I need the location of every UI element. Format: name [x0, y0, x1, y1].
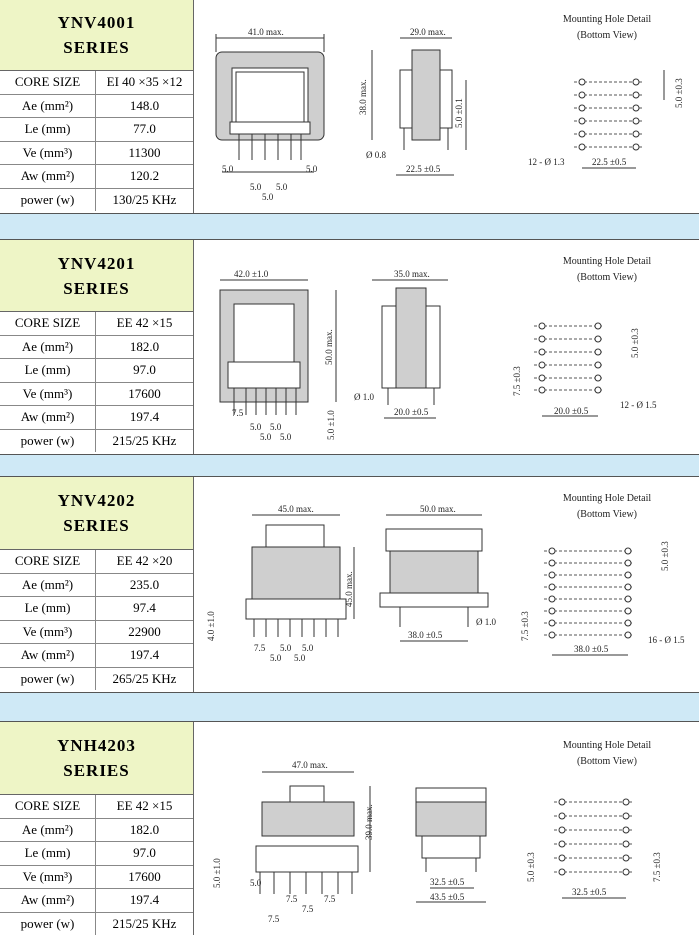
mh-span: 20.0 ±0.5: [554, 406, 589, 416]
dim-pitch: 7.5: [268, 914, 280, 924]
series-word: SERIES: [63, 761, 130, 780]
spec-value: 215/25 KHz: [112, 432, 177, 448]
dim-pitch: 7.5: [302, 904, 314, 914]
table-row: [0, 912, 193, 935]
spec-key: Aw (mm²): [0, 406, 96, 430]
dim-pitch: 5.0: [280, 643, 292, 653]
dim-height: 50.0 max.: [324, 329, 334, 365]
dim-hole: Ø 1.0: [354, 392, 374, 402]
mounting-hole-title: Mounting Hole Detail: [562, 740, 652, 751]
dim-pitch: 5.0: [302, 643, 314, 653]
dim-height: 38.0 max.: [358, 79, 368, 115]
series-block-ynh4203: [0, 721, 699, 935]
mounting-hole-caption: [542, 12, 672, 44]
series-word: SERIES: [63, 38, 130, 57]
mounting-hole-subtitle: (Bottom View): [576, 272, 638, 283]
spec-value: 11300: [96, 141, 194, 165]
mounting-hole-title: Mounting Hole Detail: [562, 14, 652, 25]
dim-hole: Ø 1.0: [476, 617, 496, 627]
series-header: [0, 0, 193, 71]
spec-rows: [0, 71, 193, 211]
table-row: [0, 406, 193, 430]
table-row: [0, 573, 193, 597]
dim-height: 45.0 max.: [344, 571, 354, 607]
spec-key: CORE SIZE: [0, 71, 96, 94]
spec-rows: [0, 550, 193, 690]
spec-key: Ve (mm³): [0, 620, 96, 644]
spec-key: Ae (mm²): [0, 335, 96, 359]
table-row: [0, 312, 193, 335]
dim-pitch: 5.0: [306, 164, 318, 174]
technical-drawing: [194, 722, 699, 935]
mounting-hole-subtitle: (Bottom View): [576, 30, 638, 41]
spec-value: 197.4: [96, 406, 194, 430]
dim-pitch: 5.0: [294, 653, 306, 663]
spec-value: EE 42 ×20: [96, 550, 194, 573]
spec-table: [0, 0, 194, 213]
mh-span: 22.5 ±0.5: [592, 157, 627, 167]
spec-table: [0, 477, 194, 692]
separator-band: [0, 212, 699, 239]
spec-value: 182.0: [96, 818, 194, 842]
mounting-hole-caption: [542, 491, 672, 523]
dim-width: 41.0 max.: [248, 27, 284, 37]
spec-key: Ve (mm³): [0, 141, 96, 165]
dim-span: 38.0 ±0.5: [408, 630, 443, 640]
dim-pitch: 5.0: [250, 878, 262, 888]
table-row: [0, 620, 193, 644]
table-row: [0, 597, 193, 621]
table-row: [0, 644, 193, 668]
dim-pitch: 5.0: [250, 182, 262, 192]
series-header: [0, 722, 193, 795]
table-row: [0, 550, 193, 573]
table-row: [0, 429, 193, 452]
table-row: [0, 94, 193, 118]
spec-table: [0, 722, 194, 935]
separator-band: [0, 453, 699, 476]
dim-pitch: 5.0: [250, 422, 262, 432]
dim-width: 42.0 ±1.0: [234, 269, 269, 279]
table-row: [0, 165, 193, 189]
mounting-hole-subtitle: (Bottom View): [576, 756, 638, 767]
spec-key: CORE SIZE: [0, 550, 96, 573]
series-code: YNH4203: [57, 736, 136, 755]
spec-value: EI 40 ×35 ×12: [96, 71, 194, 94]
spec-value: 197.4: [96, 889, 194, 913]
dim-hole: Ø 0.8: [366, 150, 386, 160]
spec-key: Aw (mm²): [0, 165, 96, 189]
dim-pitch: 5.0: [260, 432, 272, 442]
mounting-hole-caption: [542, 738, 672, 770]
spec-key: Ve (mm³): [0, 865, 96, 889]
dim-pin-height: 5.0 ±1.0: [212, 858, 222, 888]
dim-pitch: 5.0: [262, 192, 274, 202]
mh-row: 7.5 ±0.3: [652, 852, 662, 882]
dim-pitch: 7.5: [286, 894, 298, 904]
mounting-hole-subtitle: (Bottom View): [576, 509, 638, 520]
series-word: SERIES: [63, 278, 130, 298]
spec-key: Ae (mm²): [0, 573, 96, 597]
table-row: [0, 818, 193, 842]
spec-key: Aw (mm²): [0, 644, 96, 668]
dim-pin-height: 4.0 ±1.0: [206, 611, 216, 641]
dim-pin-height: 5.0 ±0.1: [454, 98, 464, 128]
series-block-ynv4001: [0, 0, 699, 214]
series-word: SERIES: [63, 516, 130, 535]
mounting-hole-caption: [542, 254, 672, 286]
spec-value: 17600: [96, 382, 194, 406]
table-row: [0, 141, 193, 165]
spec-key: Le (mm): [0, 597, 96, 621]
dim-pitch: 5.0: [270, 422, 282, 432]
spec-value: 197.4: [96, 644, 194, 668]
spec-value: 22900: [96, 620, 194, 644]
spec-value: 120.2: [96, 165, 194, 189]
spec-key: Le (mm): [0, 118, 96, 142]
technical-drawing: [194, 0, 699, 213]
table-row: [0, 71, 193, 94]
dim-pitch: 5.0: [276, 182, 288, 192]
dim-height: 39.0 max.: [364, 804, 374, 840]
series-header: [0, 240, 193, 312]
mh-span: 32.5 ±0.5: [572, 887, 607, 897]
dim-pitch: 7.5: [232, 408, 244, 418]
mh-pitch: 5.0 ±0.3: [674, 78, 684, 108]
spec-key: Aw (mm²): [0, 889, 96, 913]
table-row: [0, 865, 193, 889]
dim-side-width: 35.0 max.: [394, 269, 430, 279]
spec-rows: [0, 312, 193, 452]
spec-value: 17600: [96, 865, 194, 889]
spec-value: 235.0: [96, 573, 194, 597]
series-header: [0, 477, 193, 550]
mh-pitch: 5.0 ±0.3: [526, 852, 536, 882]
table-row: [0, 667, 193, 690]
table-row: [0, 842, 193, 866]
spec-value: 182.0: [96, 335, 194, 359]
spec-key: Le (mm): [0, 842, 96, 866]
dim-side-width-2: 43.5 ±0.5: [430, 892, 465, 902]
spec-value: 97.4: [96, 597, 194, 621]
series-block-ynv4201: [0, 239, 699, 455]
table-row: [0, 359, 193, 383]
separator-band: [0, 691, 699, 721]
spec-value: 77.0: [96, 118, 194, 142]
spec-key: power (w): [0, 912, 96, 935]
dim-pin-height: 5.0 ±1.0: [326, 410, 336, 440]
dim-pitch: 7.5: [254, 643, 266, 653]
spec-key: Ae (mm²): [0, 94, 96, 118]
mounting-hole-title: Mounting Hole Detail: [562, 493, 652, 504]
dim-pitch: 7.5: [324, 894, 336, 904]
spec-value: 97.0: [96, 842, 194, 866]
table-row: [0, 335, 193, 359]
mh-row: 7.5 ±0.3: [512, 366, 522, 396]
spec-table: [0, 240, 194, 454]
spec-key: Le (mm): [0, 359, 96, 383]
dim-pitch: 5.0: [270, 653, 282, 663]
spec-value: 215/25 KHz: [112, 915, 177, 931]
mh-pitch: 5.0 ±0.3: [630, 328, 640, 358]
mounting-hole-title: Mounting Hole Detail: [562, 256, 652, 267]
spec-key: CORE SIZE: [0, 795, 96, 818]
spec-key: power (w): [0, 429, 96, 452]
dim-pitch: 5.0: [222, 164, 234, 174]
spec-value: EE 42 ×15: [96, 795, 194, 818]
dim-span: 20.0 ±0.5: [394, 407, 429, 417]
spec-key: CORE SIZE: [0, 312, 96, 335]
mh-holes: 12 - Ø 1.3: [528, 157, 565, 167]
series-code: YNV4201: [57, 253, 136, 273]
spec-key: Ae (mm²): [0, 818, 96, 842]
series-block-ynv4202: [0, 476, 699, 693]
spec-rows: [0, 795, 193, 935]
mh-holes: 16 - Ø 1.5: [648, 635, 685, 645]
dim-side-width: 29.0 max.: [410, 27, 446, 37]
spec-value: 130/25 KHz: [112, 191, 177, 207]
table-row: [0, 118, 193, 142]
mh-holes: 12 - Ø 1.5: [620, 400, 657, 410]
table-row: [0, 382, 193, 406]
dim-span: 22.5 ±0.5: [406, 164, 441, 174]
spec-value: EE 42 ×15: [96, 312, 194, 335]
spec-value: 148.0: [96, 94, 194, 118]
mh-span: 38.0 ±0.5: [574, 644, 609, 654]
spec-key: Ve (mm³): [0, 382, 96, 406]
dim-side-width: 32.5 ±0.5: [430, 877, 465, 887]
spec-value: 265/25 KHz: [112, 670, 177, 686]
dim-width: 45.0 max.: [278, 504, 314, 514]
technical-drawing: [194, 477, 699, 692]
series-code: YNV4001: [57, 13, 136, 32]
mh-pitch: 5.0 ±0.3: [660, 541, 670, 571]
spec-key: power (w): [0, 667, 96, 690]
table-row: [0, 889, 193, 913]
dim-side-width: 50.0 max.: [420, 504, 456, 514]
table-row: [0, 188, 193, 211]
dim-pitch: 5.0: [280, 432, 292, 442]
spec-key: power (w): [0, 188, 96, 211]
table-row: [0, 795, 193, 818]
dim-width: 47.0 max.: [292, 760, 328, 770]
technical-drawing: [194, 240, 699, 454]
mh-row: 7.5 ±0.3: [520, 611, 530, 641]
spec-value: 97.0: [96, 359, 194, 383]
series-code: YNV4202: [57, 491, 136, 510]
